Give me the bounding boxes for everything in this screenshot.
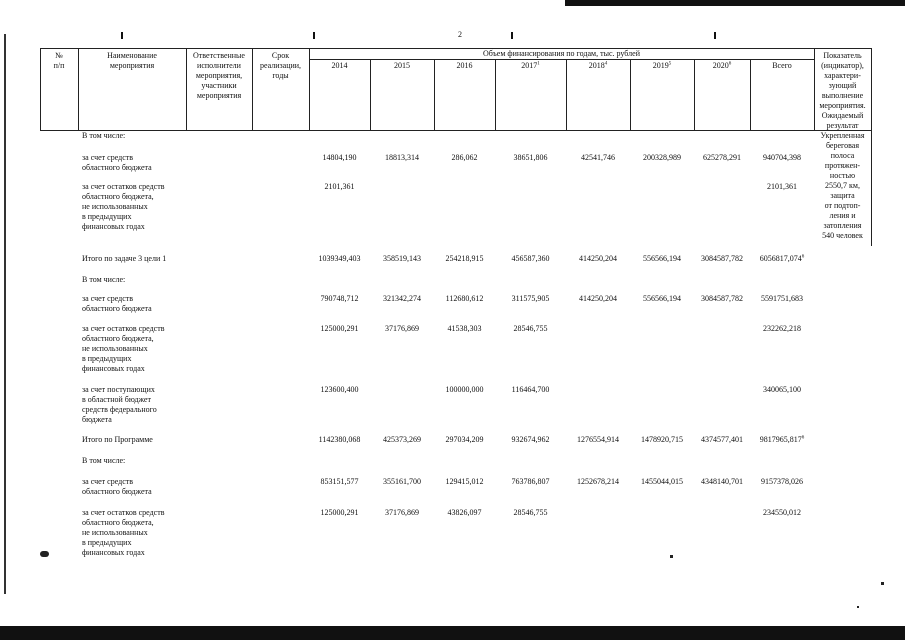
table-cell: 42541,746 [581, 153, 615, 162]
scan-mark [857, 606, 859, 608]
table-cell: 1252678,214 [577, 477, 619, 486]
year-header-7: Всего [772, 61, 792, 70]
table-cell: 43826,097 [447, 508, 482, 517]
table-cell: 932674,962 [511, 435, 550, 444]
scan-mark [670, 555, 673, 558]
table-cell: 4374577,401 [701, 435, 743, 444]
table-cell: 234550,012 [763, 508, 801, 517]
scan-border-bottom [0, 626, 905, 640]
table-cell: 125000,291 [320, 324, 359, 333]
tick-mark [313, 32, 315, 39]
table-cell: 2101,361 [324, 182, 355, 191]
table-cell: 321342,274 [383, 294, 421, 303]
table-cell: 340065,100 [763, 385, 801, 394]
table-cell: 297034,209 [445, 435, 484, 444]
header-num: № п/п [53, 51, 65, 70]
scan-edge-left [4, 34, 6, 594]
table-cell: 311575,905 [511, 294, 550, 303]
row-label: В том числе: [82, 131, 126, 140]
table-cell: 4348140,701 [701, 477, 743, 486]
year-header-4: 2018$^4$ [588, 61, 608, 70]
table-cell: 358519,143 [383, 254, 421, 263]
table-cell: 425373,269 [383, 435, 421, 444]
row-label: за счет остатков средств областного бюджета, не использованных в предыдущих финансовых годах [82, 182, 165, 231]
page-number: 2 [458, 30, 462, 39]
year-header-0: 2014 [331, 61, 348, 70]
table-cell: 9817965,817$^6$ [759, 435, 805, 444]
table-cell: 1276554,914 [577, 435, 619, 444]
table-cell: 125000,291 [320, 508, 359, 517]
year-header-2: 2016 [456, 61, 473, 70]
row-label: В том числе: [82, 456, 126, 465]
table-cell: 28546,755 [513, 508, 548, 517]
row-label: за счет средств областного бюджета [82, 153, 152, 172]
header-name: Наименование мероприятия [107, 51, 157, 70]
table-cell: 556566,194 [643, 254, 681, 263]
table-cell: 853151,577 [320, 477, 359, 486]
year-header-3: 2017$^1$ [521, 61, 540, 70]
table-cell: 5591751,683 [761, 294, 803, 303]
scan-mark [40, 551, 49, 557]
table-cell: 556566,194 [643, 294, 681, 303]
row-label: Итого по задаче 3 цели 1 [82, 254, 167, 263]
table-cell: 1039349,403 [318, 254, 361, 263]
table-cell: 3084587,782 [701, 294, 743, 303]
header-responsible: Ответственные исполнители мероприятия, участники мероприятия [193, 51, 245, 100]
row-label: Итого по Программе [82, 435, 153, 444]
table-cell: 38651,806 [513, 153, 548, 162]
table-cell: 456587,360 [511, 254, 550, 263]
header-funding: Объем финансирования по годам, тыс. рублей [483, 49, 640, 58]
header-indicator: Показатель (индикатор), характери- зующий выполнение мероприятия. Ожидаемый результат [819, 51, 866, 130]
table-cell: 200328,989 [643, 153, 681, 162]
row-label: за счет поступающих в областной бюджет средств федерального бюджета [82, 385, 157, 424]
tick-mark [511, 32, 513, 39]
row-label: за счет остатков средств областного бюджета, не использованных в предыдущих финансовых годах [82, 508, 165, 557]
row-label: за счет остатков средств областного бюджета, не использованных в предыдущих финансовых годах [82, 324, 165, 373]
table-cell: 232262,218 [763, 324, 801, 333]
row-label: за счет средств областного бюджета [82, 294, 152, 313]
table-cell: 18813,314 [385, 153, 419, 162]
table-cell: 37176,869 [385, 508, 419, 517]
scan-mark [881, 582, 884, 585]
table-cell: 254218,915 [445, 254, 484, 263]
table-cell: 940704,398 [763, 153, 801, 162]
table-cell: 286,062 [451, 153, 478, 162]
row-label: В том числе: [82, 275, 126, 284]
table-cell: 129415,012 [445, 477, 484, 486]
table-cell: 6056817,074$^6$ [759, 254, 805, 263]
table-cell: 41538,303 [447, 324, 482, 333]
table-cell: 100000,000 [445, 385, 484, 394]
table-cell: 112680,612 [445, 294, 484, 303]
table-cell: 625278,291 [703, 153, 741, 162]
table-cell: 37176,869 [385, 324, 419, 333]
row-label: за счет средств областного бюджета [82, 477, 152, 496]
table-cell: 3084587,782 [701, 254, 743, 263]
indicator-result: Укрепленная береговая полоса протяжен- ностью 2550,7 км, защита от подтоп- ления и затопления 540 человек [820, 131, 865, 240]
table-cell: 1478920,715 [641, 435, 683, 444]
table-cell: 2101,361 [767, 182, 797, 191]
footnote-mark: 6 [801, 435, 805, 441]
table-cell: 28546,755 [513, 324, 548, 333]
table-cell: 14804,190 [322, 153, 357, 162]
table-cell: 1142380,068 [318, 435, 361, 444]
table-cell: 355161,700 [383, 477, 421, 486]
table-cell: 116464,700 [511, 385, 550, 394]
table-cell: 414250,204 [579, 294, 617, 303]
year-header-5: 2019$^5$ [652, 61, 672, 70]
table-cell: 790748,712 [320, 294, 359, 303]
year-header-6: 2020$^6$ [712, 61, 732, 70]
year-header-1: 2015 [394, 61, 410, 70]
table-cell: 123600,400 [320, 385, 359, 394]
table-cell: 9157378,026 [761, 477, 803, 486]
tick-mark [121, 32, 123, 39]
header-term: Срок реализации, годы [259, 51, 302, 80]
table-cell: 1455044,015 [641, 477, 683, 486]
scan-border-top [565, 0, 905, 6]
footnote-mark: 6 [801, 254, 805, 260]
table-cell: 763786,807 [511, 477, 550, 486]
table-cell: 414250,204 [579, 254, 617, 263]
tick-mark [714, 32, 716, 39]
